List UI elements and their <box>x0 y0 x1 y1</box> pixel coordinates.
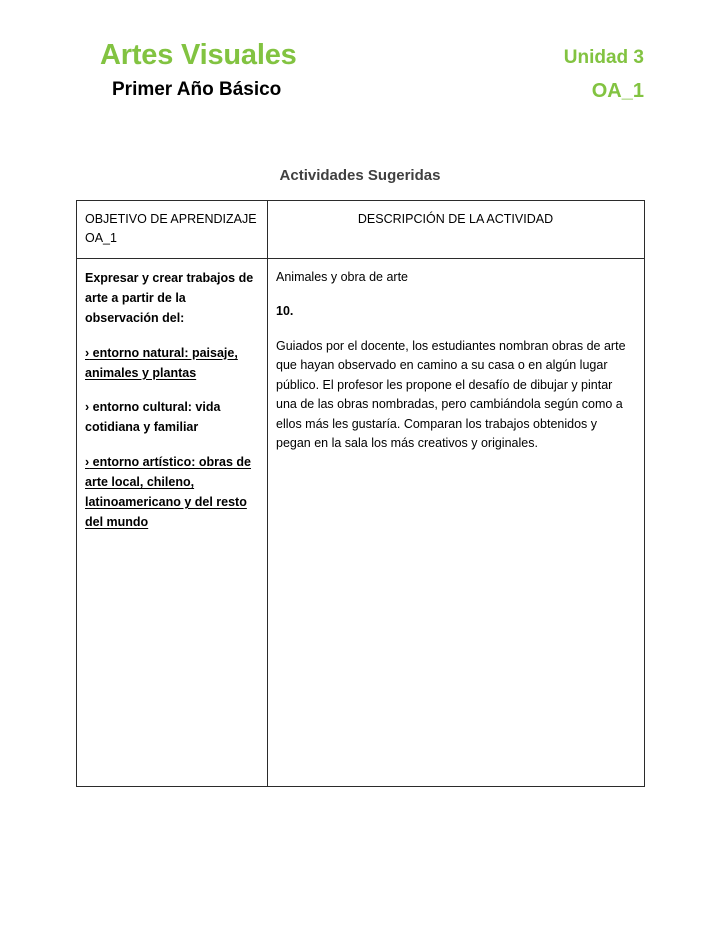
description-cell <box>268 258 645 786</box>
objective-item-cultural <box>85 397 258 438</box>
objective-item-artistic <box>85 452 258 533</box>
chevron-right-icon: › <box>85 454 90 469</box>
column-header-description: DESCRIPCIÓN DE LA ACTIVIDAD <box>268 201 645 259</box>
objective-item-natural <box>85 343 258 384</box>
objective-cell <box>77 258 268 786</box>
unit-label: Unidad 3 <box>563 47 644 68</box>
table-header <box>77 201 645 259</box>
header-left-group <box>100 40 297 102</box>
activities-table <box>76 200 645 787</box>
header-right-group <box>564 40 644 104</box>
table-body <box>77 258 645 786</box>
grade-subtitle: Primer Año Básico <box>112 78 282 100</box>
activity-title: Animales y obra de arte <box>276 269 409 284</box>
objective-item-natural-label: entorno natural: paisaje, animales y plantas <box>85 345 238 380</box>
activity-body-text: Guiados por el docente, los estudiantes nombran obras de arte que hayan observado en camino a su casa o en algún lugar público. El profesor les propone el desafío de dibujar y pintar una de las obras nombradas, pero cambiándola según como a ellos más les gustaría. Comparan los trabajos obtenidos y pegan en la sala los más creativos y originales. <box>276 338 626 451</box>
table-row <box>77 258 645 786</box>
objective-intro-text: Expresar y crear trabajos de arte a partir de la observación del: <box>85 270 254 326</box>
objective-item-cultural-label: entorno cultural: vida cotidiana y familiar <box>85 400 221 435</box>
chevron-right-icon: › <box>85 400 90 414</box>
document-header <box>0 40 720 104</box>
subject-title: Artes Visuales <box>100 39 297 71</box>
column-header-objective: OBJETIVO DE APRENDIZAJE OA_1 <box>77 201 268 259</box>
learning-objective-code: OA_1 <box>591 79 644 102</box>
section-heading: Actividades Sugeridas <box>279 167 441 184</box>
table-header-row <box>77 201 645 259</box>
chevron-right-icon: › <box>85 345 90 360</box>
objective-item-artistic-label: entorno artístico: obras de arte local, chileno, latinoamericano y del resto del mundo <box>85 454 252 530</box>
activity-number: 10. <box>276 304 294 319</box>
